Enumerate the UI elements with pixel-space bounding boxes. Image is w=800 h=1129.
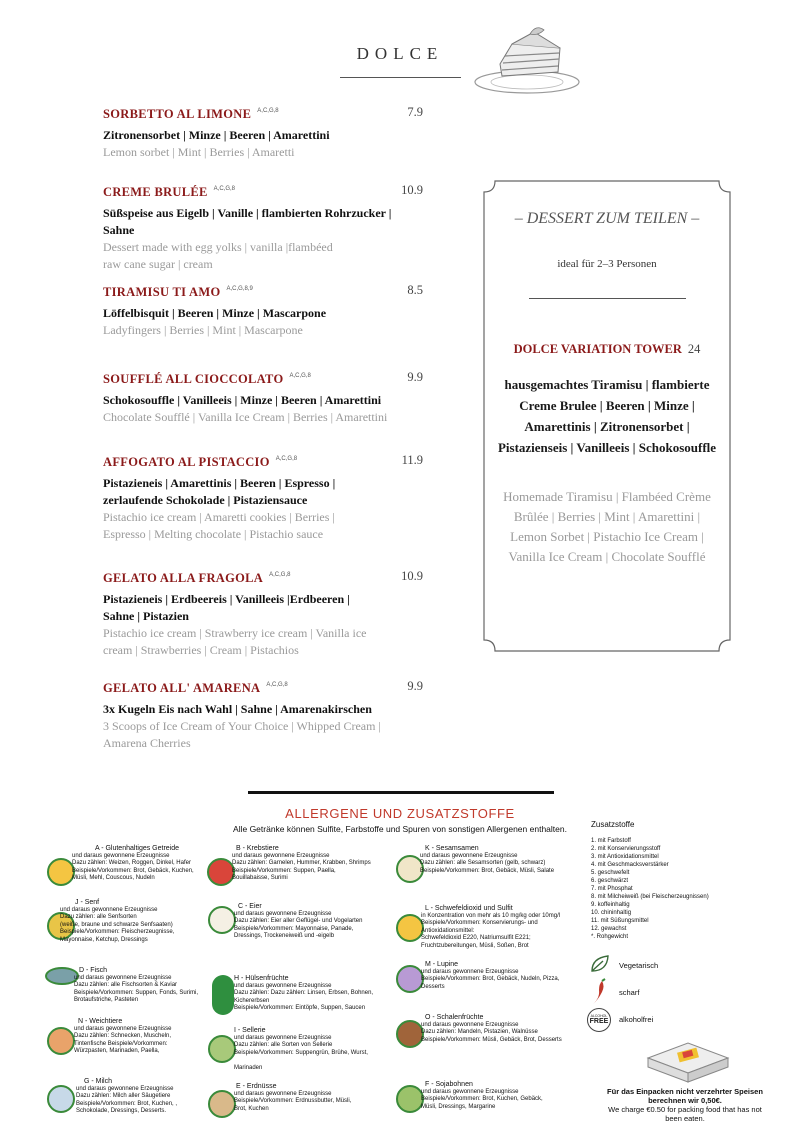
allergen-entry bbox=[76, 1078, 206, 1116]
alcohol-badge-bottom: FREE bbox=[589, 1018, 609, 1025]
milk-icon bbox=[47, 1085, 75, 1113]
allergen-entry bbox=[421, 1014, 591, 1044]
allergen-codes: A,C,G,8 bbox=[257, 108, 279, 114]
additives-title: Zusatzstoffe bbox=[591, 820, 635, 829]
allergen-body: und daraus gewonnene Erzeugnisse Dazu zählen: alle Sesamsorten (gelb, schwarz) Beispiele/Vorkommen: Brot, Gebäck, Müsli, Salate bbox=[420, 852, 555, 874]
allergen-head: C - Eier bbox=[238, 903, 262, 910]
item-description-de: Schokosouffle | Vanilleeis | Minze | Beeren | Amarettini bbox=[103, 393, 382, 407]
allergen-entry bbox=[234, 1083, 384, 1113]
allergen-head: L - Schwefeldioxid und Sulfit bbox=[425, 905, 513, 912]
leaf-icon bbox=[589, 953, 611, 975]
item-price: 9.9 bbox=[407, 679, 423, 693]
allergen-body: und daraus gewonnene Erzeugnisse Dazu zählen: Dazu zählen: Linsen, Erbsen, Bohnen, Kichererbsen Beispiele/Vorkommen: Eintöpfe, Suppen, Saucen bbox=[234, 982, 374, 1012]
egg-icon bbox=[208, 906, 236, 934]
allergen-body: und daraus gewonnene Erzeugnisse Dazu zählen: Eier aller Geflügel- und Vogelarten Beispiele/Vorkommen: Mayonnaise, Panade, Dressings, Trockeneiweiß und -eigelb bbox=[234, 910, 363, 940]
packing-note-en: We charge €0.50 for packing food that has not been eaten. bbox=[608, 1105, 762, 1123]
allergen-head: F - Sojabohnen bbox=[425, 1081, 473, 1088]
allergen-head: H - Hülsenfrüchte bbox=[234, 975, 289, 982]
allergen-head: A - Glutenhaltiges Getreide bbox=[94, 845, 180, 852]
item-description-de: 3x Kugeln Eis nach Wahl | Sahne | Amarenakirschen bbox=[103, 702, 372, 716]
allergen-body: und daraus gewonnene Erzeugnisse Dazu zählen: alle Senfsorten (weiße, braune und schwarze Senfsaaten) Beispiele/Vorkommen: Fleischerzeugnisse, Mayonnaise, Ketchup, Dressings bbox=[60, 906, 175, 943]
packing-note-de: Für das Einpacken nicht verzehrter Speisen berechnen wir 0,50€. bbox=[607, 1087, 763, 1105]
allergen-head: I - Sellerie bbox=[234, 1027, 266, 1034]
share-subtitle: ideal für 2–3 Personen bbox=[557, 258, 657, 270]
allergen-codes: A,C,G,8 bbox=[266, 682, 288, 688]
allergen-entry bbox=[234, 903, 394, 941]
item-description-de: Löffelbisquit | Beeren | Minze | Mascarpone bbox=[103, 306, 327, 320]
item-description-en: Lemon sorbet | Mint | Berries | Amaretti bbox=[103, 145, 295, 159]
menu-item bbox=[103, 283, 423, 339]
item-description-en: Ladyfingers | Berries | Mint | Mascarpone bbox=[103, 323, 303, 337]
menu-item bbox=[103, 105, 423, 161]
allergen-head: G - Milch bbox=[84, 1078, 112, 1085]
menu-item bbox=[103, 569, 423, 659]
allergens-subtitle: Alle Getränke können Sulfite, Farbstoffe und Spuren von sonstigen Allergenen enthalten. bbox=[233, 824, 567, 834]
allergen-head: O - Schalenfrüchte bbox=[425, 1014, 484, 1021]
additive-item: *. Rohgewicht bbox=[591, 934, 629, 940]
legend-spicy: scharf bbox=[619, 988, 640, 997]
allergen-head: M - Lupine bbox=[425, 961, 459, 968]
item-description-en: Dessert made with egg yolks | vanilla |flambéed raw cane sugar | cream bbox=[103, 240, 333, 271]
tower-description-de: hausgemachtes Tiramisu | flambierte Creme Brulee | Beeren | Minze | Amarettinis | Zitronensorbet | Pistazienseis | Vanilleeis | Schokosouffle bbox=[497, 377, 717, 455]
wheat-icon bbox=[47, 858, 75, 886]
additives-block bbox=[591, 820, 709, 941]
item-price: 11.9 bbox=[401, 453, 423, 467]
item-description-en: 3 Scoops of Ice Cream of Your Choice | Whipped Cream | Amarena Cherries bbox=[103, 719, 381, 750]
item-description-de: Pistazieneis | Amarettinis | Beeren | Espresso | zerlaufende Schokolade | Pistaziensauce bbox=[103, 476, 336, 507]
item-price: 9.9 bbox=[407, 370, 423, 384]
allergen-entry bbox=[421, 905, 591, 951]
allergen-body: und daraus gewonnene Erzeugnisse Dazu zählen: alle Fischsorten & Kaviar Beispiele/Vorkommen: Suppen, Fonds, Surimi, Brotaufstriche, Pasteten bbox=[74, 974, 199, 1004]
menu-item bbox=[103, 370, 423, 426]
item-description-en: Pistachio ice cream | Strawberry ice cream | Vanilla ice cream | Strawberries | Cream | Pistachios bbox=[103, 626, 367, 657]
additive-item: 5. geschwefelt bbox=[591, 870, 630, 876]
allergen-head: K - Sesamsamen bbox=[425, 845, 479, 852]
additive-item: 12. gewachst bbox=[591, 926, 627, 932]
tower-name: DOLCE VARIATION TOWER bbox=[513, 342, 682, 356]
additive-item: 6. geschwärzt bbox=[591, 878, 629, 884]
alcohol-badge-top: ALCOHOL bbox=[590, 1014, 608, 1018]
item-description-de: Zitronensorbet | Minze | Beeren | Amarettini bbox=[103, 128, 330, 142]
mollusc-icon bbox=[47, 1027, 75, 1055]
allergen-codes: A,C,G,8 bbox=[289, 373, 311, 379]
additive-item: 9. koffeinhaltig bbox=[591, 902, 630, 908]
soy-icon bbox=[396, 1085, 424, 1113]
additive-item: 2. mit Konservierungsstoff bbox=[591, 846, 661, 852]
additive-item: 7. mit Phosphat bbox=[591, 886, 633, 892]
allergen-body: und daraus gewonnene Erzeugnisse Dazu zählen: Mandeln, Pistazien, Walnüsse Beispiele/Vorkommen: Müsli, Gebäck, Brot, Desserts bbox=[421, 1021, 562, 1043]
tower-description-en: Homemade Tiramisu | Flambéed Crème Brûlée | Berries | Mint | Amarettini | Lemon Sorbet | Pistachio Ice Cream | Vanilla Ice Cream | Chocolate Soufflé bbox=[503, 489, 711, 564]
additive-item: 1. mit Farbstoff bbox=[591, 838, 631, 844]
additive-item: 3. mit Antioxidationsmittel bbox=[591, 854, 659, 860]
allergen-head: B - Krebstiere bbox=[236, 845, 279, 852]
item-price: 8.5 bbox=[407, 283, 423, 297]
item-description-de: Pistazieneis | Erdbeereis | Vanilleeis |Erdbeeren | Sahne | Pistazien bbox=[103, 592, 350, 623]
peanut-icon bbox=[208, 1090, 236, 1118]
item-price: 7.9 bbox=[407, 105, 423, 119]
item-name: SORBETTO AL LIMONE bbox=[103, 107, 252, 121]
item-name: AFFOGATO AL PISTACCIO bbox=[103, 455, 270, 469]
allergen-entry bbox=[234, 975, 399, 1013]
share-title: – DESSERT ZUM TEILEN – bbox=[514, 210, 700, 227]
sulfite-icon bbox=[396, 914, 424, 942]
item-description-en: Chocolate Soufflé | Vanilla Ice Cream | Berries | Amarettini bbox=[103, 410, 388, 424]
additive-item: 11. mit Süßungsmittel bbox=[591, 918, 649, 924]
menu-item bbox=[103, 183, 423, 273]
allergen-entry bbox=[232, 845, 397, 883]
allergens-title: ALLERGENE UND ZUSATZSTOFFE bbox=[285, 806, 515, 821]
allergen-entry bbox=[72, 845, 202, 883]
allergen-body: und daraus gewonnene Erzeugnisse Beispiele/Vorkommen: Brot, Kuchen, Gebäck, Müsli, Dressings, Margarine bbox=[421, 1088, 543, 1110]
item-description-en: Pistachio ice cream | Amaretti cookies | Berries | Espresso | Melting chocolate | Pistachio sauce bbox=[103, 510, 335, 541]
allergen-entry bbox=[234, 1027, 394, 1073]
allergen-entry bbox=[421, 1081, 591, 1111]
allergen-body: und daraus gewonnene Erzeugnisse Dazu zählen: Milch aller Säugetiere Beispiele/Vorkommen: Brot, Kuchen, , Schokolade, Dressings, Desserts. bbox=[76, 1085, 178, 1115]
additive-item: 4. mit Geschmacksverstärker bbox=[591, 862, 669, 868]
item-price: 10.9 bbox=[401, 183, 423, 197]
allergen-entry bbox=[420, 845, 590, 875]
allergen-head: N - Weichtiere bbox=[78, 1018, 123, 1025]
allergen-body: und daraus gewonnene Erzeugnisse Dazu zählen: alle Sorten von Sellerie Beispiele/Vorkommen: Suppengrün, Brühe, Wurst, Marinaden bbox=[234, 1034, 368, 1071]
allergen-codes: A,C,G,8 bbox=[275, 456, 298, 462]
allergen-entry bbox=[74, 967, 220, 1005]
cake-illustration bbox=[472, 20, 582, 100]
alcohol-free-icon bbox=[587, 1008, 611, 1032]
item-name: CREME BRULÉE bbox=[103, 185, 208, 199]
item-name: GELATO ALLA FRAGOLA bbox=[103, 571, 264, 585]
additive-item: 8. mit Milcheiweiß (bei Fleischerzeugnissen) bbox=[591, 894, 709, 900]
item-name: SOUFFLÉ ALL CIOCCOLATO bbox=[103, 372, 284, 386]
nut-icon bbox=[396, 1020, 424, 1048]
item-description-de: Süßspeise aus Eigelb | Vanille | flambierten Rohrzucker | Sahne bbox=[103, 206, 392, 237]
item-price: 10.9 bbox=[401, 569, 423, 583]
allergen-body: und daraus gewonnene Erzeugnisse Dazu zählen: Weizen, Roggen, Dinkel, Hafer Beispiele/Vorkommen: Brot, Gebäck, Kuchen, Müsli, Mehl, Couscous, Nudeln bbox=[72, 852, 194, 882]
share-divider bbox=[529, 298, 686, 299]
legend-alcohol-free: alkoholfrei bbox=[619, 1015, 654, 1024]
allergen-body: und daraus gewonnene Erzeugnisse Beispiele/Vorkommen: Brot, Gebäck, Nudeln, Pizza, Desserts bbox=[421, 968, 560, 990]
allergen-entry bbox=[421, 961, 591, 991]
allergen-codes: A,C,G,8 bbox=[213, 186, 235, 192]
allergen-codes: A,C,G,8,9 bbox=[226, 286, 253, 292]
menu-item bbox=[103, 453, 423, 543]
page-title: DOLCE bbox=[356, 44, 444, 63]
allergen-body: und daraus gewonnene Erzeugnisse Beispiele/Vorkommen: Erdnussbutter, Müsli, Brot, Kuchen bbox=[234, 1090, 352, 1112]
menu-item bbox=[103, 679, 423, 752]
allergen-head: E - Erdnüsse bbox=[236, 1083, 277, 1090]
allergen-head: J - Senf bbox=[75, 899, 100, 906]
allergen-body: in Konzentration von mehr als 10 mg/kg oder 10mg/l Beispiele/Vorkommen: Konservierungs- und Antioxidationsmittel: Schwefeldioxid E220, Natriumsulfit E221; Fruchtzubereitungen, Müsli, Soßen, Brot bbox=[421, 912, 561, 949]
allergen-codes: A,C,G,8 bbox=[269, 572, 291, 578]
item-name: TIRAMISU TI AMO bbox=[103, 285, 221, 299]
celery-icon bbox=[208, 1035, 236, 1063]
takeaway-box-icon bbox=[643, 1038, 733, 1083]
allergen-head: D - Fisch bbox=[79, 967, 107, 974]
allergen-entry bbox=[74, 1018, 214, 1056]
item-name: GELATO ALL' AMARENA bbox=[103, 681, 261, 695]
tower-heading bbox=[483, 340, 731, 358]
allergen-entry bbox=[60, 899, 210, 945]
title-divider bbox=[340, 77, 461, 78]
chili-icon bbox=[590, 978, 610, 1006]
legend-vegetarian: Vegetarisch bbox=[619, 961, 659, 970]
allergen-body: und daraus gewonnene Erzeugnisse Dazu zählen: Schnecken, Muscheln, Tintenfische Beispiele/Vorkommen: Würzpasten, Marinaden, Paella, bbox=[74, 1025, 172, 1055]
section-divider bbox=[248, 791, 554, 794]
additives-list bbox=[591, 837, 709, 941]
legume-icon bbox=[212, 975, 234, 1015]
crab-icon bbox=[207, 858, 235, 886]
lupine-icon bbox=[396, 965, 424, 993]
tower-price: 24 bbox=[687, 342, 701, 356]
allergen-body: und daraus gewonnene Erzeugnisse Dazu zählen: Garnelen, Hummer, Krabben, Shrimps Beispiele/Vorkommen: Suppen, Paella, Bouillabaisse, Surimi bbox=[232, 852, 371, 882]
additive-item: 10. chininhaltig bbox=[591, 910, 632, 916]
packing-note bbox=[600, 1087, 770, 1123]
